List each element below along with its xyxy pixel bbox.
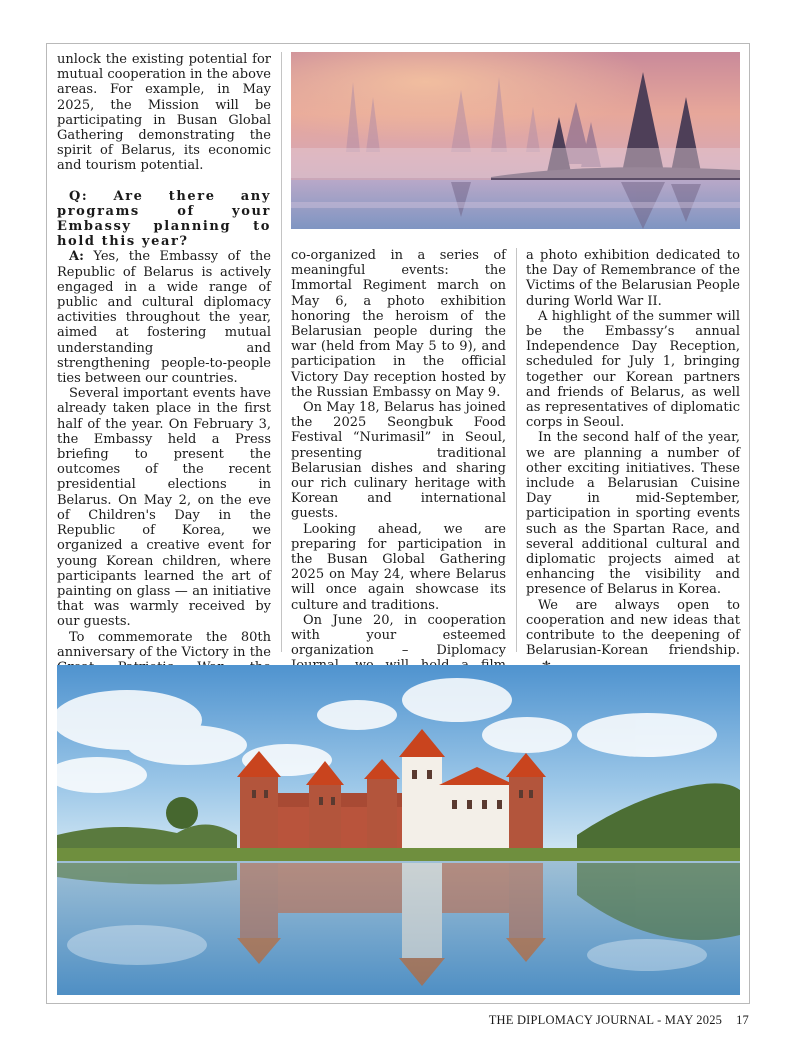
paragraph: unlock the existing potential for mutual cooperation in the above areas. For example, in May 2025, the Mission will be participating in Busan Global Gathering demonstrating the spirit of Belarus, its economic and tourism potential. [57,52,271,174]
answer-text: Yes, the Embassy of the Republic of Belarus is actively engaged in a wide range of public and cultural diplomacy activities throughout the year, aimed at fostering mutual understanding and strengthening people-to-people ties between our countries. [57,249,271,387]
journal-name: THE DIPLOMACY JOURNAL - MAY 2025 [488,1013,723,1027]
article-column-2 [291,248,506,689]
answer-label: A: [69,249,84,265]
paragraph: a photo exhibition dedicated to the Day of Remembrance of the Victims of the Belarusian People during World War II. [526,248,740,309]
column-rule [516,248,517,652]
paragraph: On June 20, in cooperation with your esteemed organization – Diplomacy [291,612,506,659]
article-column-1 [57,52,271,690]
closing-text: We are always open to cooperation and new ideas that contribute to the deepening of Belarusian-Korean friendship. [526,597,740,659]
page-number: 17 [736,1013,749,1027]
paragraph: A highlight of the summer will be the Embassy’s annual Independence Day Reception, scheduled for July 1, bringing together our Korean partners and friends of Belarus, as well as representatives of diplomatic corps in Seoul. [526,308,740,431]
paragraph: To commemorate the 80th anniversary of the Victory in the [57,629,271,660]
paragraph: Several important events have already taken place in the first half of the year. On February 3, the Embassy held a Press briefing to present the outcomes of the recent presidential elections in Belarus. On May 2, on the eve of Children's Day in the Republic of Korea, we organized a creative event for young Korean children, where participants learned the art of painting on glass — an initiative that was warmly received by our guests. [57,386,271,630]
column-rule [281,52,282,652]
paragraph: On May 18, Belarus has joined the 2025 Seongbuk Food Festival “Nurimasil” in Seoul, presenting traditional Belarusian dishes and sharing our rich culinary heritage with Korean and international guests. [291,400,506,522]
paragraph [526,598,740,674]
interview-question: Q: Are there any programs of your Embassy planning to hold this year? [57,188,271,250]
interview-answer [57,249,271,386]
article-column-3 [526,248,740,674]
paragraph: Looking ahead, we are preparing for participation in the Busan Global Gathering 2025 on May 24, where Belarus will once again showcase its culture and traditions. [291,521,506,613]
misty-lake-photo [291,52,740,229]
paragraph: In the second half of the year, we are planning a number of other exciting initiatives. These include a Belarusian Cuisine Day in mid-September, participation in sporting events such as the Spartan Race, and several additional cultural and diplomatic projects aimed at enhancing the visibility and presence of Belarus in Korea. [526,430,740,598]
page-footer [489,1013,749,1028]
mir-castle-photo [57,665,740,995]
paragraph: co-organized in a series of meaningful events: the Immortal Regiment march on May 6, a photo exhibition honoring the heroism of the Belarusian people during the war (held from May 5 to 9), and participation in the official Victory Day reception hosted by the Russian Embassy on May 9. [291,248,506,400]
